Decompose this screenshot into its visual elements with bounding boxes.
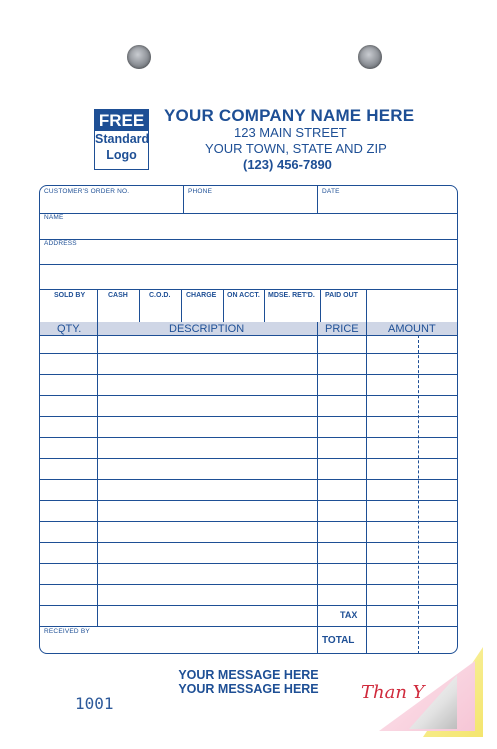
company-logo: [94, 109, 149, 170]
row-line: [40, 335, 457, 336]
row-line: [40, 264, 457, 265]
company-street: 123 MAIN STREET: [234, 125, 347, 140]
divider: [320, 289, 321, 322]
item-row-line: [40, 500, 457, 501]
divider: [366, 289, 367, 322]
item-row-line: [40, 584, 457, 585]
divider: [264, 289, 265, 322]
phone-label: PHONE: [188, 188, 213, 195]
message-line-2: YOUR MESSAGE HERE: [178, 682, 319, 696]
item-row-line: [40, 395, 457, 396]
item-row-line: [40, 605, 457, 606]
on-acct-label: ON ACCT.: [227, 292, 260, 299]
description-header: DESCRIPTION: [169, 323, 245, 335]
total-label: TOTAL: [322, 635, 355, 646]
charge-label: CHARGE: [186, 292, 217, 299]
item-row-line: [40, 563, 457, 564]
item-row-line: [40, 521, 457, 522]
tax-label: TAX: [340, 610, 358, 620]
qty-header: QTY.: [57, 323, 82, 335]
item-row-line: [40, 353, 457, 354]
thank-you-text: Than Y: [361, 682, 425, 703]
company-phone: (123) 456-7890: [243, 157, 332, 172]
row-line: [40, 239, 457, 240]
punch-hole-right: [358, 45, 382, 69]
invoice-form: [39, 185, 458, 654]
item-row-line: [40, 437, 457, 438]
divider: [317, 186, 318, 213]
company-city: YOUR TOWN, STATE AND ZIP: [205, 141, 387, 156]
received-by-label: RECEIVED BY: [44, 628, 90, 635]
customers-order-label: CUSTOMER'S ORDER NO.: [44, 188, 130, 195]
row-line: [40, 213, 457, 214]
message-line-1: YOUR MESSAGE HERE: [178, 668, 319, 682]
divider: [183, 186, 184, 213]
logo-standard: Standard: [95, 132, 150, 146]
form-number: 1001: [75, 694, 114, 713]
cod-label: C.O.D.: [149, 292, 171, 299]
item-row-line: [40, 458, 457, 459]
divider: [181, 289, 182, 322]
sold-by-label: SOLD BY: [54, 292, 86, 299]
company-name: YOUR COMPANY NAME HERE: [164, 106, 415, 125]
mdse-retd-label: MDSE. RET'D.: [268, 292, 315, 299]
item-row-line: [40, 374, 457, 375]
amount-cents-divider: [418, 335, 419, 654]
logo-free: FREE: [95, 110, 148, 131]
name-label: NAME: [44, 214, 64, 221]
item-row-line: [40, 479, 457, 480]
divider: [139, 289, 140, 322]
item-row-line: [40, 416, 457, 417]
punch-hole-left: [127, 45, 151, 69]
amount-header: AMOUNT: [388, 323, 436, 335]
cash-label: CASH: [108, 292, 128, 299]
item-row-line: [40, 626, 457, 627]
logo-logo: Logo: [106, 148, 137, 162]
paid-out-label: PAID OUT: [325, 292, 358, 299]
divider: [97, 289, 98, 322]
qty-column-divider: [97, 322, 98, 626]
address-label: ADDRESS: [44, 240, 77, 247]
item-row-line: [40, 542, 457, 543]
divider: [223, 289, 224, 322]
row-line: [40, 289, 457, 290]
date-label: DATE: [322, 188, 340, 195]
price-header: PRICE: [325, 323, 359, 335]
